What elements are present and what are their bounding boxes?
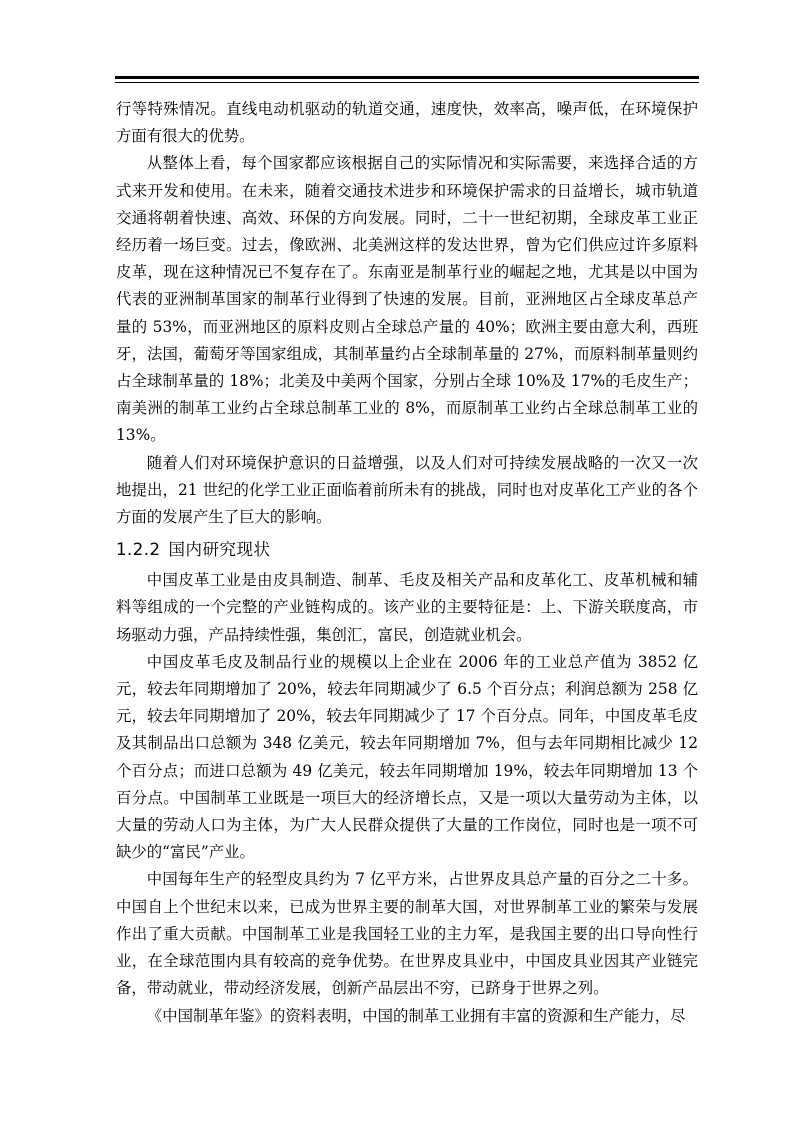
section-title: 国内研究现状 [168, 540, 271, 560]
section-heading [116, 535, 698, 565]
paragraph: 随着人们对环境保护意识的日益增强，以及人们对可持续发展战略的一次又一次地提出，21 世纪的化学工业正面临着前所未有的挑战，同时也对皮革化工产业的各个方面的发展产生了巨大的影响。 [116, 453, 698, 527]
section-number: 1.2.2 [116, 540, 161, 560]
paragraph: 从整体上看，每个国家都应该根据自己的实际情况和实际需要，来选择合适的方式来开发和使用。在未来，随着交通技术进步和环境保护需求的日益增长，城市轨道交通将朝着快速、高效、环保的方向发展。同时，二十一世纪初期，全球皮革工业正经历着一场巨变。过去，像欧洲、北美洲这样的发达世界，曾为它们供应过许多原料皮革，现在这种情况已不复存在了。东南亚是制革行业的崛起之地，尤其是以中国为代表的亚洲制革国家的制革行业得到了快速的发展。目前，亚洲地区占全球皮革总产量的 53%，而亚洲地区的原料皮则占全球总产量的 40%；欧洲主要由意大利，西班牙，法国，葡萄牙等国家组成，其制革量约占全球制革量的 27%，而原料制革量则约占全球制革量的 18%；北美及中美两个国家，分别占全球 10%及 17%的毛皮生产；南美洲的制革工业约占全球总制革工业的 8%，而原制革工业约占全球总制革工业的 13%。 [116, 154, 698, 445]
paragraph: 行等特殊情况。直线电动机驱动的轨道交通，速度快，效率高，噪声低，在环境保护方面有很大的优势。 [116, 100, 698, 146]
header-rule-thick [115, 76, 699, 79]
header-rule-thin [115, 82, 699, 83]
paragraph: 中国皮革毛皮及制品行业的规模以上企业在 2006 年的工业总产值为 3852 亿元，较去年同期增加了 20%，较去年同期减少了 6.5 个百分点；利润总额为 258 亿元，较去年同期增加了 20%，较去年同期减少了 17 个百分点。同年，中国皮革毛皮及其制品出口总额为 348 亿美元，较去年同期增加 7%，但与去年同期相比减少 12 个百分点；而进口总额为 49 亿美元，较去年同期增加 19%，较去年同期增加 13 个百分点。中国制革工业既是一项巨大的经济增长点，又是一项以大量劳动为主体，以大量的劳动人口为主体，为广大人民群众提供了大量的工作岗位，同时也是一项不可缺少的“富民”产业。 [116, 652, 698, 862]
paragraph: 《中国制革年鉴》的资料表明，中国的制革工业拥有丰富的资源和生产能力，尽 [146, 1006, 686, 1025]
document-body [116, 96, 698, 1030]
paragraph: 中国每年生产的轻型皮具约为 7 亿平方米，占世界皮具总产量的百分之二十多。中国自上个世纪末以来，已成为世界主要的制革大国，对世界制革工业的繁荣与发展作出了重大贡献。中国制革工业是我国轻工业的主力军，是我国主要的出口导向性行业，在全球范围内具有较高的竞争优势。在世界皮具业中，中国皮具业因其产业链完备，带动就业，带动经济发展，创新产品层出不穷，已跻身于世界之列。 [116, 870, 698, 998]
paragraph: 中国皮革工业是由皮具制造、制革、毛皮及相关产品和皮革化工、皮革机械和辅料等组成的一个完整的产业链构成的。该产业的主要特征是：上、下游关联度高，市场驱动力强，产品持续性强，集创汇，富民，创造就业机会。 [116, 571, 698, 644]
